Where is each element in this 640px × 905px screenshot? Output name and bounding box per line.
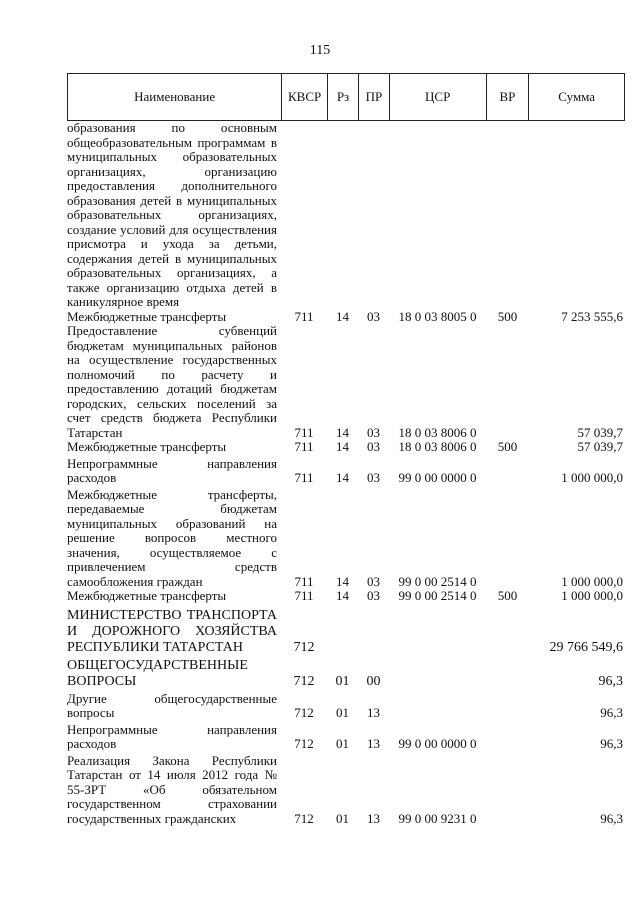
- cell-name: Межбюджетные трансферты: [67, 439, 227, 454]
- header-pr: ПР: [358, 74, 389, 120]
- table-row: [67, 324, 625, 440]
- table-row: [67, 692, 625, 721]
- cell-pr: 03: [367, 308, 380, 324]
- table-row: [67, 121, 625, 310]
- cell-name: Межбюджетные трансферты: [67, 588, 227, 603]
- cell-kvsr: 712: [294, 736, 314, 751]
- cell-name: Предоставление субвенций бюджетам муниципальных районов на осуществление государственных полномочий по расчету и предоставлению дотаций бюджетам городских, сельских поселений за счет средств бюджета Республики Татарстан: [67, 323, 277, 440]
- cell-sum: 1 000 000,0: [561, 573, 623, 589]
- header-kvsr: КВСР: [281, 74, 327, 120]
- cell-kvsr: 711: [294, 424, 314, 440]
- header-rz: Рз: [327, 74, 358, 120]
- cell-sum: 57 039,7: [577, 424, 623, 440]
- cell-kvsr: 712: [293, 639, 315, 655]
- cell-rz: 14: [336, 588, 349, 603]
- cell-name: Непрограммные направления расходов: [67, 721, 277, 751]
- cell-name: Межбюджетные трансферты: [67, 308, 227, 324]
- table-row: [67, 723, 625, 752]
- cell-csr: 99 0 00 9231 0: [398, 810, 477, 826]
- cell-sum: 1 000 000,0: [561, 588, 623, 603]
- table-row: [67, 754, 625, 827]
- cell-name: Межбюджетные трансферты, передаваемые бюджетам муниципальных образований на решение вопросов местного значения, осуществляемое с привлечением средств самообложения граждан: [67, 486, 277, 589]
- cell-kvsr: 711: [294, 573, 314, 589]
- cell-csr: 18 0 03 8006 0: [398, 424, 477, 440]
- header-vr: ВР: [486, 74, 529, 120]
- cell-csr: 18 0 03 8006 0: [398, 439, 477, 454]
- cell-rz: 01: [336, 810, 349, 826]
- cell-pr: 03: [367, 424, 380, 440]
- page-number: 115: [309, 43, 331, 58]
- cell-pr: 03: [367, 439, 380, 454]
- cell-sum: 57 039,7: [577, 439, 623, 454]
- cell-pr: 13: [367, 810, 380, 826]
- cell-csr: 99 0 00 2514 0: [398, 573, 477, 589]
- cell-rz: 14: [336, 470, 349, 485]
- cell-pr: 13: [367, 705, 380, 720]
- cell-name: Реализация Закона Республики Татарстан от 14 июля 2012 года № 55-ЗРТ «Об обязательном государственном страховании государственных гражданских: [67, 752, 277, 826]
- cell-pr: 13: [367, 736, 380, 751]
- cell-rz: 01: [335, 673, 350, 689]
- header-csr: ЦСР: [389, 74, 486, 120]
- cell-csr: 99 0 00 0000 0: [398, 736, 477, 751]
- cell-sum: 29 766 549,6: [549, 639, 623, 655]
- cell-pr: 00: [366, 673, 381, 689]
- cell-sum: 96,3: [600, 810, 623, 826]
- cell-name: МИНИСТЕРСТВО ТРАНСПОРТА И ДОРОЖНОГО ХОЗЯЙСТВА РЕСПУБЛИКИ ТАТАРСТАН: [67, 607, 277, 655]
- cell-pr: 03: [367, 470, 380, 485]
- cell-pr: 03: [367, 588, 380, 603]
- table-row: [67, 658, 625, 690]
- cell-kvsr: 711: [294, 439, 314, 454]
- cell-vr: 500: [497, 588, 518, 603]
- table-row: [67, 457, 625, 486]
- cell-kvsr: 712: [294, 705, 314, 720]
- table-row: [67, 488, 625, 590]
- table-body: [67, 121, 625, 826]
- cell-rz: 01: [336, 736, 349, 751]
- cell-sum: 96,3: [598, 673, 623, 689]
- cell-csr: 99 0 00 2514 0: [398, 588, 477, 603]
- cell-rz: 14: [336, 308, 349, 324]
- header-sum: Сумма: [528, 74, 624, 120]
- cell-kvsr: 712: [293, 673, 315, 689]
- cell-name: образования по основным общеобразовательным программам в муниципальных образовательных организациях, организацию предоставления дополнительного образования детей в муниципальных образовательных организациях, создание условий для осуществления присмотра и ухода за детьми, содержания детей в муниципальных образовательных организациях, а также организацию отдыха детей в каникулярное время: [67, 120, 277, 309]
- cell-rz: 14: [336, 573, 349, 589]
- cell-vr: 500: [497, 308, 518, 324]
- cell-csr: 99 0 00 0000 0: [398, 470, 477, 485]
- cell-rz: 14: [336, 424, 349, 440]
- cell-name: Другие общегосударственные вопросы: [67, 690, 277, 720]
- cell-kvsr: 711: [294, 470, 314, 485]
- cell-kvsr: 711: [294, 588, 314, 603]
- cell-name: ОБЩЕГОСУДАРСТВЕННЫЕ ВОПРОСЫ: [67, 657, 248, 689]
- cell-vr: 500: [497, 439, 518, 454]
- table-row: [67, 440, 625, 455]
- header-name: Наименование: [134, 89, 216, 104]
- table-header: [67, 73, 625, 121]
- cell-name: Непрограммные направления расходов: [67, 455, 277, 485]
- cell-pr: 03: [367, 573, 380, 589]
- table-row: [67, 310, 625, 325]
- cell-rz: 01: [336, 705, 349, 720]
- table-row: [67, 589, 625, 604]
- cell-kvsr: 712: [294, 810, 314, 826]
- cell-sum: 7 253 555,6: [561, 308, 623, 324]
- cell-sum: 1 000 000,0: [561, 470, 623, 485]
- cell-sum: 96,3: [600, 705, 623, 720]
- cell-kvsr: 711: [294, 308, 314, 324]
- cell-rz: 14: [336, 439, 349, 454]
- cell-csr: 18 0 03 8005 0: [398, 308, 477, 324]
- table-row: [67, 608, 625, 656]
- cell-sum: 96,3: [600, 736, 623, 751]
